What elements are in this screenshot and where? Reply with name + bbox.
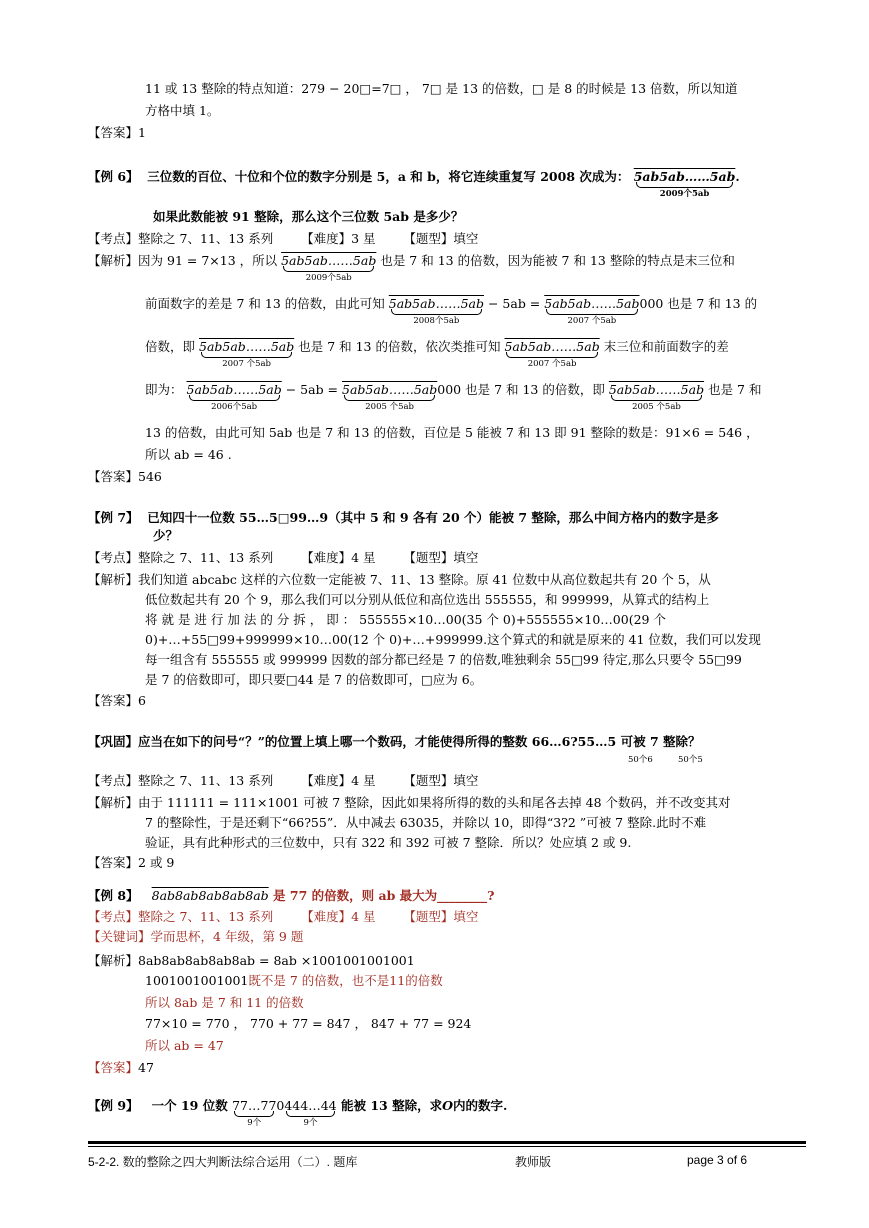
analysis-line: 【解析】8ab8ab8ab8ab8ab = 8ab ×1001001001001 bbox=[88, 953, 415, 968]
example-6-question: 【例 6】 三位数的百位、十位和个位的数字分别是 5，a 和 b，将它连续重复写 2008 次成为： 5ab5ab……5ab 2009个5ab . bbox=[88, 169, 740, 199]
text-line: 11 或 13 整除的特点知道：279 − 20□=7□ ， 7□ 是 13 的倍数，□ 是 8 的时候是 13 倍数，所以知道 bbox=[145, 81, 738, 96]
analysis-line: 所以 8ab 是 7 和 11 的倍数 bbox=[145, 995, 304, 1010]
footer-rule bbox=[88, 1146, 806, 1147]
analysis-line: 倍数，即 5ab5ab……5ab 2007 个5ab 也是 7 和 13 的倍数，依次类推可知 5ab5ab……5ab 2007 个5ab 末三位和前面数字的差 bbox=[145, 339, 729, 369]
answer-line: 【答案】1 bbox=[88, 125, 146, 140]
analysis-line: 【解析】由于 111111 = 111×1001 可被 7 整除，因此如果将所得的数的头和尾各去掉 48 个数码，并不改变其对 bbox=[88, 795, 731, 810]
analysis-line: 7 的整除性，于是还剩下“66?55”．从中减去 63035，并除以 10，即得“3?2 ”可被 7 整除.此时不难 bbox=[145, 815, 707, 830]
meta-line: 【考点】整除之 7、11、13 系列 【难度】3 星 【题型】填空 bbox=[88, 231, 479, 246]
answer-line: 【答案】47 bbox=[88, 1060, 154, 1075]
example-6-question-2: 如果此数能被 91 整除，那么这个三位数 5ab 是多少？ bbox=[153, 209, 464, 224]
footer-left: 5-2-2. 数的整除之四大判断法综合运用（二）. 题库 bbox=[88, 1155, 358, 1169]
example-8-question: 【例 8】 8ab8ab8ab8ab8ab 是 77 的倍数，则 ab 最大为________? bbox=[88, 888, 495, 903]
analysis-line: 低位数起共有 20 个 9，那么我们可以分别从低位和高位选出 555555，和 999999，从算式的结构上 bbox=[145, 592, 710, 607]
analysis-line: 所以 ab = 47 bbox=[145, 1038, 224, 1053]
meta-line: 【考点】整除之 7、11、13 系列 【难度】4 星 【题型】填空 bbox=[88, 909, 479, 924]
analysis-line: 即为： 5ab5ab……5ab 2006个5ab − 5ab = 5ab5ab……5ab 2005 个5ab 000 也是 7 和 13 的倍数，即 5ab5ab……5ab 2005 个5ab 也是 7 和 bbox=[145, 382, 762, 412]
answer-line: 【答案】2 或 9 bbox=[88, 855, 175, 870]
example-9-question: 【例 9】 一个 19 位数 77…77 9个 0444…44 9个 能被 13 整除，求O内的数字. bbox=[88, 1098, 508, 1128]
example-7-question-2: 少？ bbox=[153, 528, 179, 543]
analysis-line: 验证，具有此种形式的三位数中，只有 322 和 392 可被 7 整除．所以？处应填 2 或 9. bbox=[145, 835, 632, 850]
footer-page-number: page 3 of 6 bbox=[687, 1153, 748, 1167]
analysis-line: 1001001001001既不是 7 的倍数，也不是11的倍数 bbox=[145, 973, 443, 988]
analysis-line: 所以 ab = 46 . bbox=[145, 447, 232, 462]
brace-label: 50个5 bbox=[678, 755, 703, 765]
analysis-line: 【解析】我们知道 abcabc 这样的六位数一定能被 7、11、13 整除。原 41 位数中从高位数起共有 20 个 5，从 bbox=[88, 572, 711, 587]
footer-center: 教师版 bbox=[515, 1155, 552, 1169]
analysis-line: 将 就 是 进 行 加 法 的 分 拆 ， 即 ： 555555×10…00(35 个 0)+555555×10…00(29 个 bbox=[145, 612, 666, 627]
keywords-line: 【关键词】学而思杯，4 年级，第 9 题 bbox=[88, 929, 304, 944]
analysis-line: 0)+…+55□99+999999×10…00(12 个 0)+…+999999.这个算式的和就是原来的 41 位数，我们可以发现 bbox=[145, 632, 761, 647]
meta-line: 【考点】整除之 7、11、13 系列 【难度】4 星 【题型】填空 bbox=[88, 773, 479, 788]
meta-line: 【考点】整除之 7、11、13 系列 【难度】4 星 【题型】填空 bbox=[88, 550, 479, 565]
example-7-question: 【例 7】 已知四十一位数 55…5□99…9（其中 5 和 9 各有 20 个）能被 7 整除，那么中间方格内的数字是多 bbox=[88, 510, 719, 525]
analysis-line: 【解析】因为 91 = 7×13 ，所以 5ab5ab……5ab 2009个5ab 也是 7 和 13 的倍数，因为能被 7 和 13 整除的特点是末三位和 bbox=[88, 253, 735, 283]
analysis-line: 是 7 的倍数即可，即只要□44 是 7 的倍数即可，□应为 6。 bbox=[145, 672, 483, 687]
analysis-line: 13 的倍数，由此可知 5ab 也是 7 和 13 的倍数，百位是 5 能被 7 和 13 即 91 整除的数是：91×6 = 546 ， bbox=[145, 425, 759, 440]
analysis-line: 每一组含有 555555 或 999999 因数的部分都已经是 7 的倍数,唯独剩余 55□99 待定,那么只要令 55□99 bbox=[145, 652, 742, 667]
brace-label: 50个6 bbox=[628, 755, 653, 765]
analysis-line: 77×10 = 770 ， 770 + 77 = 847 ， 847 + 77 = 924 bbox=[145, 1016, 472, 1031]
answer-line: 【答案】546 bbox=[88, 469, 162, 484]
footer-rule bbox=[88, 1141, 806, 1144]
consolidation-question: 【巩固】应当在如下的问号“？”的位置上填上哪一个数码，才能使得所得的整数 66…6?55…5 可被 7 整除？ bbox=[88, 734, 701, 749]
answer-line: 【答案】6 bbox=[88, 693, 146, 708]
analysis-line: 前面数字的差是 7 和 13 的倍数，由此可知 5ab5ab……5ab 2008个5ab − 5ab = 5ab5ab……5ab 2007 个5ab 000 也是 7 和 13 的 bbox=[145, 296, 758, 326]
repeated-number: 5ab5ab……5ab 2009个5ab bbox=[633, 169, 736, 199]
text-line: 方格中填 1。 bbox=[145, 103, 220, 118]
